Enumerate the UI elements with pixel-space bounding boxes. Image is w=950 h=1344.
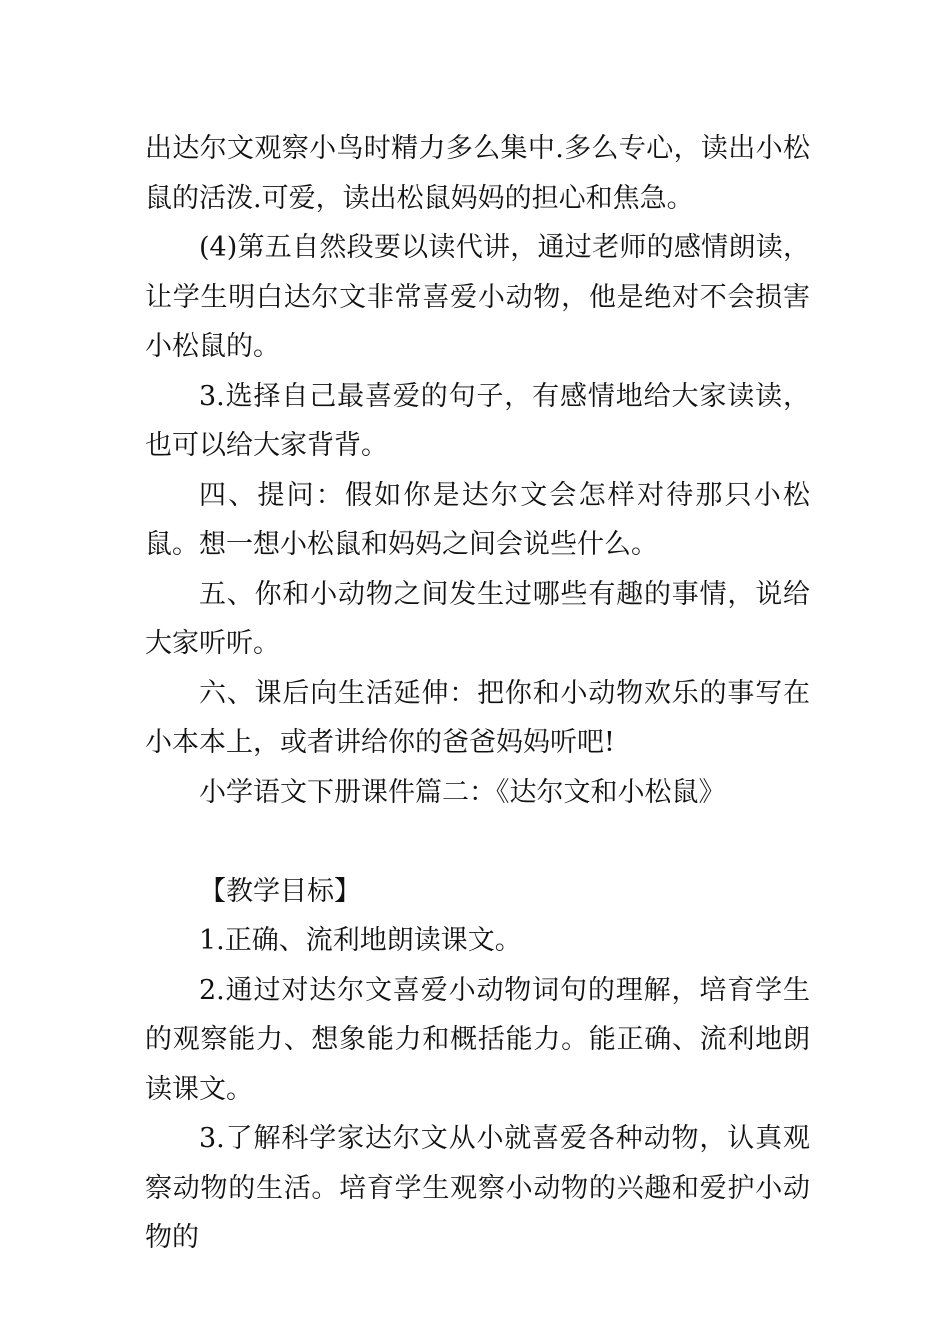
paragraph-section-6: 六、课后向生活延伸：把你和小动物欢乐的事写在小本本上，或者讲给你的爸爸妈妈听吧! bbox=[145, 677, 810, 758]
goal-item-1: 1.正确、流利地朗读课文。 bbox=[199, 925, 522, 956]
goal-item-3: 3.了解科学家达尔文从小就喜爱各种动物，认真观察动物的生活。培育学生观察小动物的兴趣和爱护小动物的 bbox=[145, 1123, 810, 1253]
paragraph-section-5: 五、你和小动物之间发生过哪些有趣的事情，说给大家听听。 bbox=[145, 578, 810, 659]
goal-item-2: 2.通过对达尔文喜爱小动物词句的理解，培育学生的观察能力、想象能力和概括能力。能正确、流利地朗读课文。 bbox=[145, 974, 810, 1105]
paragraph-step-3: 3.选择自己最喜爱的句子，有感情地给大家读读，也可以给大家背背。 bbox=[145, 380, 810, 461]
section-heading-part-2: 小学语文下册课件篇二：《达尔文和小松鼠》 bbox=[199, 776, 726, 808]
paragraph-continuation: 出达尔文观察小鸟时精力多么集中.多么专心，读出小松鼠的活泼.可爱，读出松鼠妈妈的担心和焦急。 bbox=[145, 133, 810, 214]
document-body bbox=[145, 124, 810, 1263]
blank-line bbox=[145, 817, 810, 867]
teaching-goals-heading: 【教学目标】 bbox=[199, 875, 361, 907]
paragraph-section-4: 四、提问：假如你是达尔文会怎样对待那只小松鼠。想一想小松鼠和妈妈之间会说些什么。 bbox=[145, 479, 810, 560]
paragraph-item-4: (4)第五自然段要以读代讲，通过老师的感情朗读，让学生明白达尔文非常喜爱小动物，他是绝对不会损害小松鼠的。 bbox=[145, 232, 810, 362]
